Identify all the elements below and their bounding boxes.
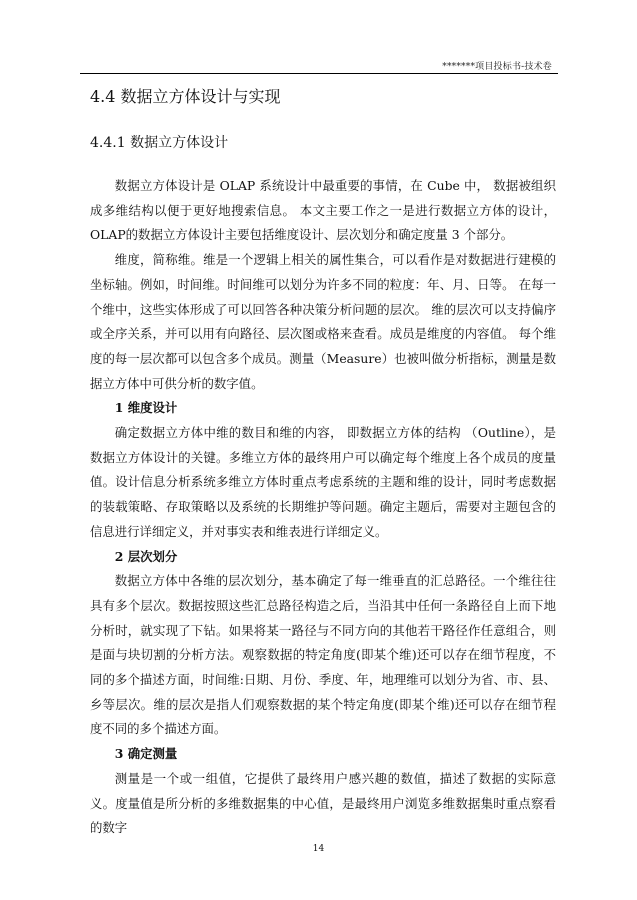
section-heading: 4.4 数据立方体设计与实现	[90, 87, 281, 106]
page-header: *******项目投标书-技术卷	[442, 62, 552, 72]
subheading-dimension-design: 1 维度设计	[114, 400, 178, 416]
paragraph-hierarchy: 数据立方体中各维的层次划分，基本确定了每一维垂直的汇总路径。一个维往往具有多个层次。数据按照这些汇总路径构造之后，当沿其中任何一条路径自上而下地分析时，就实现了下钻。如果将某一路径与不同方向的其他若干路径作任意组合，则是面与块切割的分析方法。观察数据的特定角度(即某个维)还可以存在细节程度，不同的多个描述方面，时间维:日期、月份、季度、年，地理维可以划分为省、市、县、乡等层次。维的层次是指人们观察数据的某个特定角度(即某个维)还可以存在细节程度不同的多个描述方面。	[90, 573, 556, 737]
header-divider	[80, 73, 558, 74]
subheading-measure: 3 确定测量	[114, 746, 178, 762]
paragraph-dimension-definition: 维度，简称维。维是一个逻辑上相关的属性集合，可以看作是对数据进行建模的坐标轴。例如，时间维。时间维可以划分为许多不同的粒度：年、月、日等。 在每一个维中，这些实体形成了可以回答各种决策分析问题的层次。 维的层次可以支持偏序或全序关系，并可以用有向路径、层次图或格来查看。成员是维度的内容值。 每个维度的每一层次都可以包含多个成员。测量（Measure）也被叫做分析指标，测量是数据立方体中可供分析的数字值。	[90, 252, 556, 391]
subheading-hierarchy: 2 层次划分	[114, 548, 178, 564]
subsection-heading: 4.4.1 数据立方体设计	[90, 135, 229, 151]
body-text	[90, 174, 556, 841]
paragraph-measure: 测量是一个或一组值，它提供了最终用户感兴趣的数值，描述了数据的实际意义。度量值是所分析的多维数据集的中心值，是最终用户浏览多维数据集时重点察看的数字	[90, 770, 556, 836]
paragraph-dimension-design: 确定数据立方体中维的数目和维的内容， 即数据立方体的结构 （Outline），是数据立方体设计的关键。多维立方体的最终用户可以确定每个维度上各个成员的度量值。设计信息分析系统多维立方体时重点考虑系统的主题和维的设计，同时考虑数据的装载策略、存取策略以及系统的长期维护等问题。确定主题后，需要对主题包含的信息进行详细定义，并对事实表和维表进行详细定义。	[90, 425, 556, 539]
paragraph-cube-intro: 数据立方体设计是 OLAP 系统设计中最重要的事情，在 Cube 中， 数据被组织成多维结构以便于更好地搜索信息。 本文主要工作之一是进行数据立方体的设计，OLAP的数据立方体设计主要包括维度设计、层次划分和确定度量 3 个部分。	[90, 178, 556, 243]
page-number: 14	[312, 844, 325, 854]
